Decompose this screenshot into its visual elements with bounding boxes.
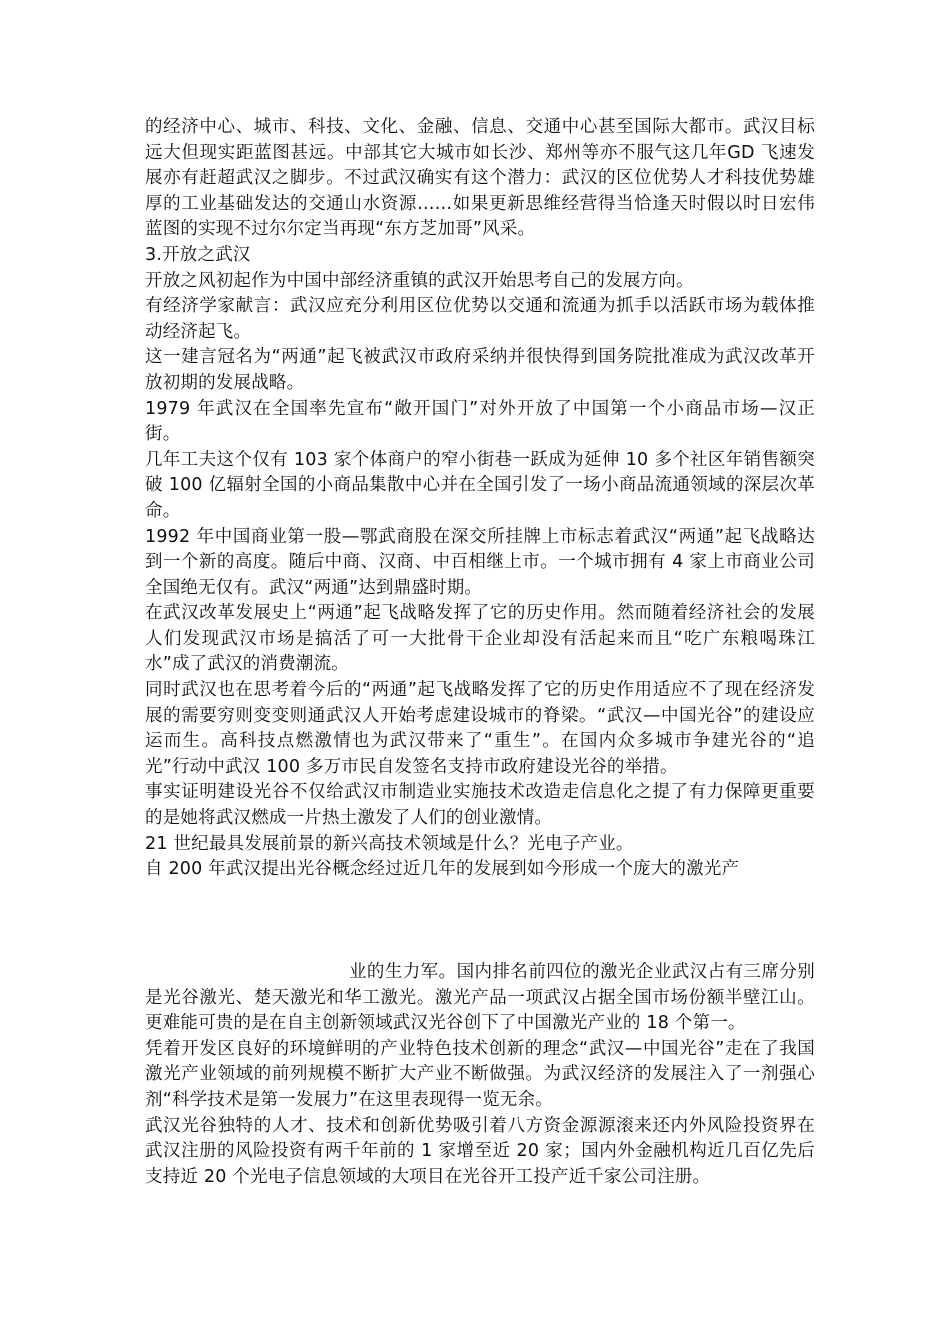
section-heading: 3.开放之武汉 (145, 244, 251, 265)
paragraph: 武汉光谷独特的人才、技术和创新优势吸引着八方资金源源滚来还内外风险投资界在武汉注册的风险投资有两千年前的 1 家增至近 20 家；国内外金融机构近几百亿先后支持近 20 个光电子信息领域的大项目在光谷开工投产近千家公司注册。 (145, 1115, 815, 1187)
paragraph: 自 200 年武汉提出光谷概念经过近几年的发展到如今形成一个庞大的激光产 (145, 859, 740, 880)
paragraph: 有经济学家献言：武汉应充分利用区位优势以交通和流通为抓手以活跃市场为载体推动经济起飞。 (145, 296, 815, 342)
paragraph: 开放之风初起作为中国中部经济重镇的武汉开始思考自己的发展方向。 (145, 270, 694, 291)
paragraph: 凭着开发区良好的环境鲜明的产业特色技术创新的理念“武汉—中国光谷”走在了我国激光产业领域的前列规模不断扩大产业不断做强。为武汉经济的发展注入了一剂强心剂“科学技术是第一发展力”在这里表现得一览无余。 (145, 1038, 815, 1110)
paragraph: 几年工夫这个仅有 103 家个体商户的窄小街巷一跃成为延伸 10 多个社区年销售额突破 100 亿辐射全国的小商品集散中心并在全国引发了一场小商品流通领域的深层次革命。 (145, 449, 815, 521)
paragraph: 21 世纪最具发展前景的新兴高技术领域是什么？光电子产业。 (145, 833, 634, 854)
paragraph: 1992 年中国商业第一股—鄂武商股在深交所挂牌上市标志着武汉“两通”起飞战略达到一个新的高度。随后中商、汉商、中百相继上市。一个城市拥有 4 家上市商业公司全国绝无仅有。武汉“两通”达到鼎盛时期。 (145, 526, 815, 598)
text-block-bottom (145, 960, 815, 1190)
paragraph: 同时武汉也在思考着今后的“两通”起飞战略发挥了它的历史作用适应不了现在经济发展的需要穷则变变则通武汉人开始考虑建设城市的脊梁。“武汉—中国光谷”的建设应运而生。高科技点燃激情也为武汉带来了“重生”。在国内众多城市争建光谷的“追光”行动中武汉 100 多万市民自发签名支持市政府建设光谷的举措。 (145, 680, 815, 777)
paragraph: 的经济中心、城市、科技、文化、金融、信息、交通中心甚至国际大都市。武汉目标远大但现实距蓝图甚远。中部其它大城市如长沙、郑州等亦不服气这几年GD 飞速发展亦有赶超武汉之脚步。不过武汉确实有这个潜力：武汉的区位优势人才科技优势雄厚的工业基础发达的交通山水资源……如果更新思维经营得当恰逢天时假以时日宏伟蓝图的实现不过尔尔定当再现“东方芝加哥”风采。 (145, 117, 815, 240)
paragraph: 1979 年武汉在全国率先宣布“敞开国门”对外开放了中国第一个小商品市场—汉正街。 (145, 398, 815, 445)
text-block-top (145, 115, 815, 883)
paragraph: 这一建言冠名为“两通”起飞被武汉市政府采纳并很快得到国务院批准成为武汉改革开放初期的发展战略。 (145, 347, 815, 393)
paragraph: 在武汉改革发展史上“两通”起飞战略发挥了它的历史作用。然而随着经济社会的发展人们发现武汉市场是搞活了可一大批骨干企业却没有活起来而且“吃广东粮喝珠江水”成了武汉的消费潮流。 (145, 603, 815, 675)
paragraph-continued: 业的生力军。国内排名前四位的激光企业武汉占有三席分别是光谷激光、楚天激光和华工激光。激光产品一项武汉占据全国市场份额半壁江山。更难能可贵的是在自主创新领域武汉光谷创下了中国激光产业的 18 个第一。 (145, 962, 815, 1034)
paragraph: 事实证明建设光谷不仅给武汉市制造业实施技术改造走信息化之提了有力保障更重要的是她将武汉燃成一片热土激发了人们的创业激情。 (145, 782, 815, 829)
